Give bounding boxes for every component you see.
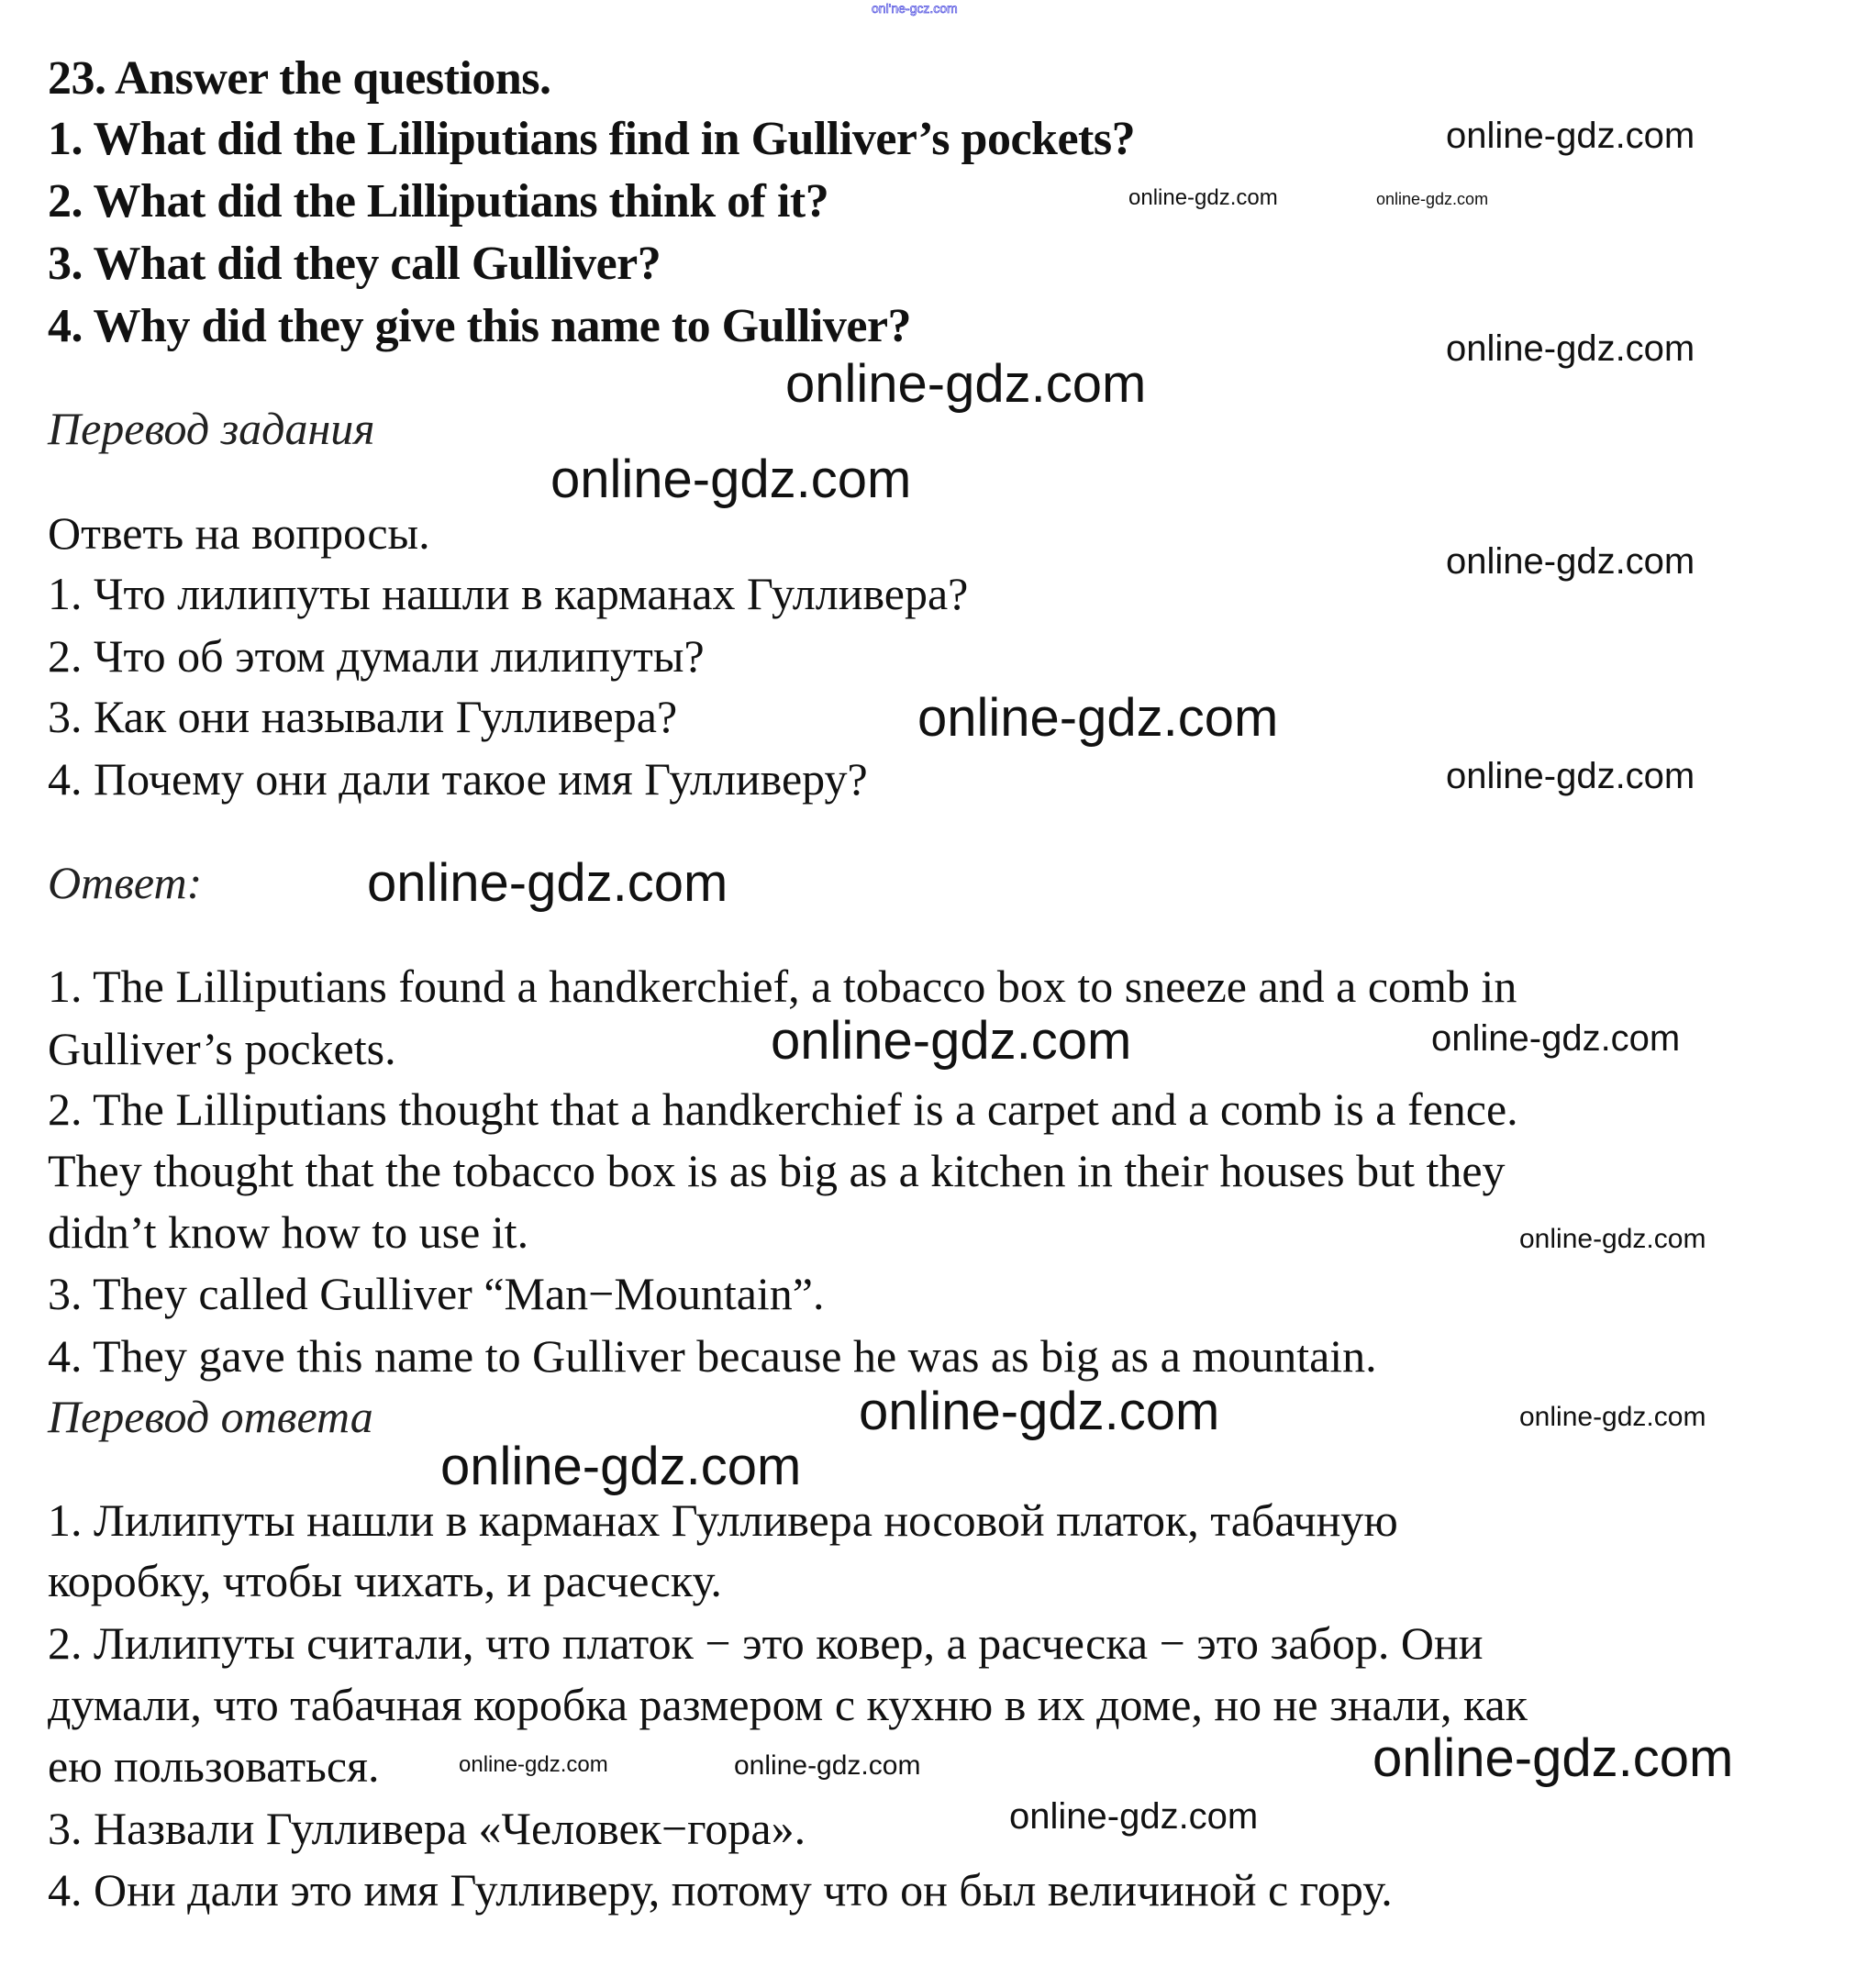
question-2: 2. What did the Lilliputians think of it? (48, 175, 829, 228)
watermark: online-gdz.com (785, 354, 1147, 414)
task-translation-question-3: 3. Как они называли Гулливера? (48, 691, 678, 742)
task-heading: 23. Answer the questions. (48, 52, 551, 105)
watermark: online-gdz.com (1446, 328, 1695, 369)
watermark: online-gdz.com (1431, 1018, 1681, 1059)
question-3: 3. What did they call Gulliver? (48, 238, 661, 290)
task-translation-label: Перевод задания (48, 403, 375, 454)
watermark: online-gdz.com (859, 1382, 1220, 1441)
watermark: online-gdz.com (1446, 756, 1695, 796)
answer-translation-line: 4. Они дали это имя Гулливеру, потому что он был величиной с гору. (48, 1864, 1393, 1916)
answer-translation-line: ею пользоваться. (48, 1740, 380, 1792)
question-4: 4. Why did they give this name to Gulliver? (48, 300, 912, 352)
watermark: online-gdz.com (1009, 1796, 1259, 1837)
answer-translation-line: думали, что табачная коробка размером с кухню в их доме, но не знали, как (48, 1679, 1528, 1730)
watermark: online-gdz.com (771, 1011, 1132, 1071)
task-translation-question-1: 1. Что лилипуты нашли в карманах Гулливера? (48, 568, 969, 619)
answer-line: They thought that the tobacco box is as big as a kitchen in their houses but they (48, 1145, 1506, 1196)
watermark: online-gdz.com (550, 450, 912, 509)
watermark: online-gdz.com (1519, 1224, 1706, 1254)
watermark-top: onl'ne-gcz.com (872, 1, 958, 16)
answer-translation-line: 3. Назвали Гулливера «Человек−гора». (48, 1803, 806, 1854)
task-translation-heading: Ответь на вопросы. (48, 507, 430, 559)
watermark: online-gdz.com (917, 688, 1279, 748)
watermark: online-gdz.com (1446, 541, 1695, 582)
watermark: online-gdz.com (1373, 1728, 1734, 1788)
watermark: online-gdz.com (734, 1750, 921, 1781)
answer-line: 3. They called Gulliver “Man−Mountain”. (48, 1268, 825, 1319)
answer-translation-line: 2. Лилипуты считали, что платок − это ковер, а расческа − это забор. Они (48, 1617, 1484, 1669)
answer-translation-line: 1. Лилипуты нашли в карманах Гулливера носовой платок, табачную (48, 1494, 1398, 1546)
answer-line: didn’t know how to use it. (48, 1206, 529, 1258)
question-1: 1. What did the Lilliputians find in Gulliver’s pockets? (48, 113, 1136, 165)
watermark: online-gdz.com (367, 853, 728, 913)
task-translation-question-2: 2. Что об этом думали лилипуты? (48, 630, 705, 682)
answer-line: 1. The Lilliputians found a handkerchief, a tobacco box to sneeze and a comb in (48, 961, 1517, 1012)
watermark: online-gdz.com (1519, 1402, 1706, 1432)
watermark: online-gdz.com (440, 1437, 802, 1496)
answer-line: Gulliver’s pockets. (48, 1023, 396, 1074)
answer-translation-label: Перевод ответа (48, 1391, 373, 1442)
watermark: online-gdz.com (1376, 190, 1489, 208)
watermark: online-gdz.com (1446, 116, 1695, 156)
task-translation-question-4: 4. Почему они дали такое имя Гулливеру? (48, 753, 868, 805)
watermark: online-gdz.com (459, 1752, 608, 1777)
answer-line: 2. The Lilliputians thought that a handkerchief is a carpet and a comb is a fence. (48, 1083, 1518, 1135)
answer-line: 4. They gave this name to Gulliver because he was as big as a mountain. (48, 1330, 1377, 1382)
answer-label: Ответ: (48, 857, 203, 908)
watermark: online-gdz.com (1128, 185, 1278, 210)
answer-translation-line: коробку, чтобы чихать, и расческу. (48, 1555, 722, 1606)
